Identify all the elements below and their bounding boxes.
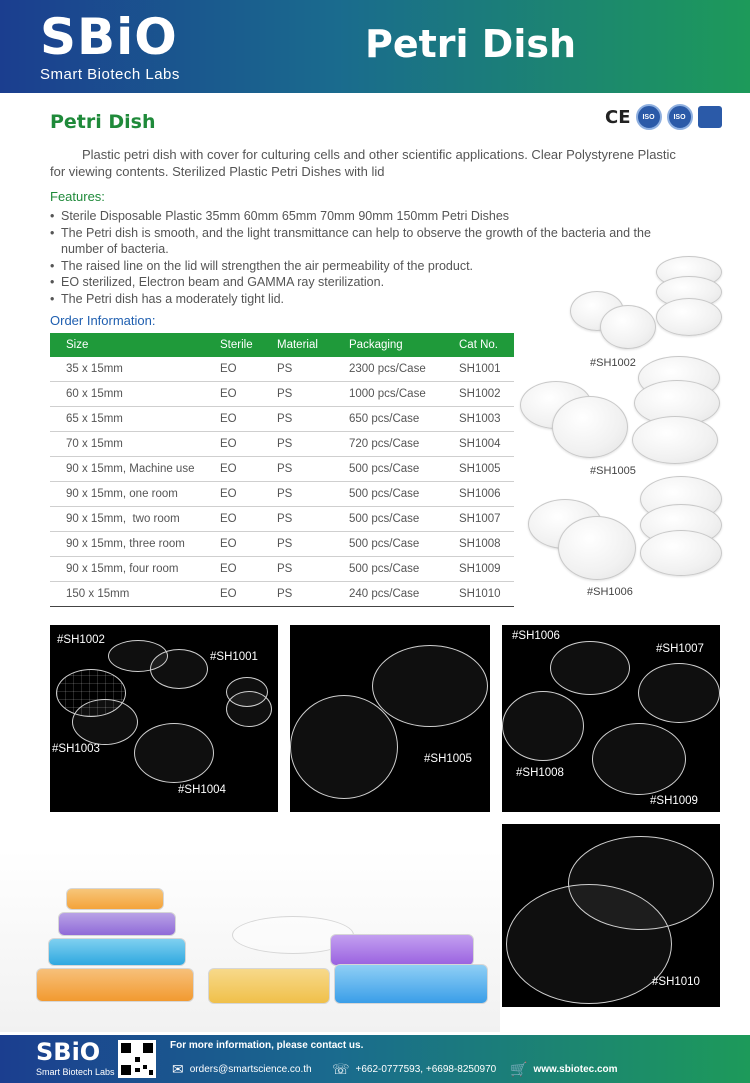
cell-cat-no: SH1004 (459, 432, 514, 457)
cell-material: PS (277, 507, 349, 532)
table-row (50, 482, 514, 507)
features-heading: Features: (50, 189, 105, 204)
cell-cat-no: SH1006 (459, 482, 514, 507)
cell-sterile: EO (220, 382, 277, 407)
footer-tagline: Smart Biotech Labs (36, 1067, 115, 1077)
cell-packaging: 500 pcs/Case (349, 482, 459, 507)
dish-layer (66, 888, 164, 910)
dish-photo (150, 649, 208, 689)
cell-packaging: 500 pcs/Case (349, 457, 459, 482)
table-row (50, 532, 514, 557)
dish-illustration (558, 516, 636, 580)
photo-label: #SH1005 (424, 753, 472, 765)
photo-label: #SH1004 (178, 784, 226, 796)
cell-cat-no: SH1009 (459, 557, 514, 582)
iso-badge-icon: ISO (636, 104, 662, 130)
table-row (50, 507, 514, 532)
feature-item: • Sterile Disposable Plastic 35mm 60mm 65mm 70mm 90mm 150mm Petri Dishes (50, 208, 690, 225)
product-photo-sh1001-1004 (50, 625, 278, 812)
cell-size: 35 x 15mm (50, 357, 220, 382)
contact-email[interactable] (172, 1061, 312, 1078)
dish-illustration (632, 416, 718, 464)
photo-label: #SH1006 (512, 630, 560, 642)
logo-text: SBiO (40, 8, 178, 66)
dish-photo (502, 691, 584, 761)
cell-cat-no: SH1010 (459, 582, 514, 607)
product-label: #SH1002 (590, 357, 636, 369)
cell-cat-no: SH1005 (459, 457, 514, 482)
dish-photo (372, 645, 488, 727)
cell-cat-no: SH1007 (459, 507, 514, 532)
cell-sterile: EO (220, 457, 277, 482)
footer (0, 1035, 750, 1083)
cell-packaging: 2300 pcs/Case (349, 357, 459, 382)
culture-media-photo (0, 850, 500, 1032)
dish-illustration (656, 298, 722, 336)
cell-material: PS (277, 407, 349, 432)
cell-size: 90 x 15mm, two room (50, 507, 220, 532)
phone-icon: ☏ (332, 1061, 350, 1077)
qr-code-icon[interactable] (118, 1040, 156, 1078)
dish-layer (36, 968, 194, 1002)
dish-layer (334, 964, 488, 1004)
order-info-heading: Order Information: (50, 313, 156, 328)
cell-sterile: EO (220, 532, 277, 557)
cell-sterile: EO (220, 482, 277, 507)
header-banner (0, 0, 750, 93)
feature-item: • The Petri dish has a moderately tight lid. (50, 291, 690, 308)
table-row (50, 557, 514, 582)
tuv-logo-icon (698, 106, 722, 128)
cell-packaging: 1000 pcs/Case (349, 382, 459, 407)
table-header-row (50, 333, 514, 357)
cell-material: PS (277, 532, 349, 557)
cell-size: 70 x 15mm (50, 432, 220, 457)
cell-size: 90 x 15mm, four room (50, 557, 220, 582)
cell-material: PS (277, 482, 349, 507)
column-header: Packaging (349, 333, 459, 357)
cell-material: PS (277, 457, 349, 482)
table-row (50, 357, 514, 382)
contact-phone[interactable] (332, 1061, 496, 1078)
dish-photo (134, 723, 214, 783)
cell-sterile: EO (220, 407, 277, 432)
photo-label: #SH1010 (652, 976, 700, 988)
cell-sterile: EO (220, 432, 277, 457)
mail-icon: ✉ (172, 1061, 184, 1077)
phone-text[interactable]: +662-0777593, +6698-8250970 (355, 1064, 497, 1075)
cell-size: 60 x 15mm (50, 382, 220, 407)
contact-website[interactable] (510, 1061, 618, 1078)
dish-photo (550, 641, 630, 695)
photo-label: #SH1007 (656, 643, 704, 655)
table-row (50, 457, 514, 482)
page-title: Petri Dish (50, 111, 156, 133)
dish-layer (48, 938, 186, 966)
dish-photo (592, 723, 686, 795)
cell-size: 90 x 15mm, three room (50, 532, 220, 557)
cell-sterile: EO (220, 357, 277, 382)
iso-badge-icon-2: ISO (667, 104, 693, 130)
cell-packaging: 500 pcs/Case (349, 507, 459, 532)
product-photo-sh1006-1009 (502, 625, 720, 812)
cell-cat-no: SH1001 (459, 357, 514, 382)
cell-cat-no: SH1002 (459, 382, 514, 407)
footer-logo: SBiO (36, 1038, 101, 1066)
website-text[interactable]: www.sbiotec.com (533, 1064, 618, 1075)
table-row (50, 407, 514, 432)
header-title: Petri Dish (365, 22, 577, 66)
dish-illustration (552, 396, 628, 458)
cell-packaging: 720 pcs/Case (349, 432, 459, 457)
cell-packaging: 240 pcs/Case (349, 582, 459, 607)
cell-material: PS (277, 582, 349, 607)
table-row (50, 382, 514, 407)
dish-illustration (640, 530, 722, 576)
feature-item: • EO sterilized, Electron beam and GAMMA ray sterilization. (50, 274, 690, 291)
column-header: Cat No. (459, 333, 514, 357)
dish-photo (638, 663, 720, 723)
brand-logo (40, 8, 180, 83)
dish-illustration (600, 305, 656, 349)
column-header: Size (50, 333, 220, 357)
dish-photo (290, 695, 398, 799)
dish-layer (58, 912, 176, 936)
column-header: Material (277, 333, 349, 357)
table-row (50, 432, 514, 457)
logo-tagline: Smart Biotech Labs (40, 66, 180, 83)
dish-photo (72, 699, 138, 745)
cell-sterile: EO (220, 557, 277, 582)
dish-photo (226, 691, 272, 727)
photo-label: #SH1009 (650, 795, 698, 807)
cell-sterile: EO (220, 507, 277, 532)
product-photo-sh1005 (290, 625, 490, 812)
intro-paragraph: Plastic petri dish with cover for culturing cells and other scientific applications. Clear Polystyrene Plastic for viewing contents. Sterilized Plastic Petri Dishes with lid (50, 147, 676, 179)
cell-cat-no: SH1008 (459, 532, 514, 557)
ce-mark: CE (605, 106, 631, 128)
feature-item: • The Petri dish is smooth, and the light transmittance can help to observe the growth of the bacteria and the number of bacteria. (50, 225, 690, 258)
photo-label: #SH1001 (210, 651, 258, 663)
product-label: #SH1005 (590, 465, 636, 477)
cell-packaging: 500 pcs/Case (349, 532, 459, 557)
table-row (50, 582, 514, 607)
column-header: Sterile (220, 333, 277, 357)
dish-layer (330, 934, 474, 966)
email-text[interactable]: orders@smartscience.co.th (189, 1064, 312, 1075)
photo-label: #SH1003 (52, 743, 100, 755)
cell-material: PS (277, 432, 349, 457)
cell-sterile: EO (220, 582, 277, 607)
dish-photo (506, 884, 672, 1004)
photo-label: #SH1008 (516, 767, 564, 779)
cell-cat-no: SH1003 (459, 407, 514, 432)
cell-packaging: 650 pcs/Case (349, 407, 459, 432)
cell-size: 90 x 15mm, Machine use (50, 457, 220, 482)
cell-material: PS (277, 557, 349, 582)
product-label: #SH1006 (587, 586, 633, 598)
product-photo-sh1010 (502, 824, 720, 1007)
dish-layer (208, 968, 330, 1004)
cell-material: PS (277, 382, 349, 407)
photo-label: #SH1002 (57, 634, 105, 646)
cell-size: 150 x 15mm (50, 582, 220, 607)
cell-size: 90 x 15mm, one room (50, 482, 220, 507)
feature-item: • The raised line on the lid will strengthen the air permeability of the product. (50, 258, 690, 275)
order-table (50, 333, 514, 607)
cart-icon: 🛒 (510, 1061, 528, 1077)
contact-heading: For more information, please contact us. (170, 1040, 364, 1051)
cell-size: 65 x 15mm (50, 407, 220, 432)
cell-packaging: 500 pcs/Case (349, 557, 459, 582)
cell-material: PS (277, 357, 349, 382)
certification-logos (605, 104, 722, 130)
